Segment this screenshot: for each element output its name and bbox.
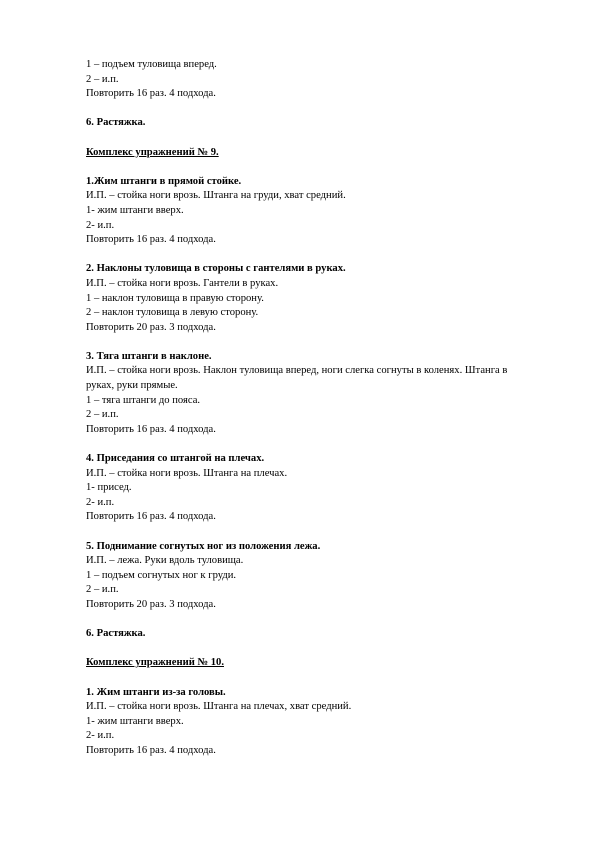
text-line: 2 – и.п.: [86, 73, 119, 85]
page-content: [86, 58, 536, 759]
exercise-title: 3. Тяга штанги в наклоне.: [86, 350, 212, 362]
text-paragraph: И.П. – стойка ноги врозь. Наклон туловища вперед, ноги слегка согнуты в коленях. Штанга в руках, руки прямые.: [86, 365, 508, 392]
exercise-title: 2. Наклоны туловища в стороны с гантелями в руках.: [86, 263, 346, 275]
complex-10-title: Комплекс упражнений № 10.: [86, 657, 224, 669]
complex-9-title: Комплекс упражнений № 9.: [86, 146, 219, 158]
exercise-title: 1.Жим штанги в прямой стойке.: [86, 175, 242, 187]
exercise-title: 5. Поднимание согнутых ног из положения лежа.: [86, 540, 321, 552]
section-heading-stretch: 6. Растяжка.: [86, 117, 146, 129]
text-line: 1 – тяга штанги до пояса.: [86, 394, 201, 406]
text-line: 2- и.п.: [86, 730, 115, 742]
text-line: 1 – наклон туловища в правую сторону.: [86, 292, 264, 304]
text-line: Повторить 16 раз. 4 подхода.: [86, 423, 216, 435]
text-line: 1 – подъем согнутых ног к груди.: [86, 569, 237, 581]
section-heading-stretch: 6. Растяжка.: [86, 628, 146, 640]
text-line: 2 – и.п.: [86, 409, 119, 421]
text-line: Повторить 16 раз. 4 подхода.: [86, 88, 216, 100]
text-line: 1- жим штанги вверх.: [86, 715, 184, 727]
text-line: 2- и.п.: [86, 496, 115, 508]
text-line: И.П. – стойка ноги врозь. Штанга на плечах, хват средний.: [86, 701, 352, 713]
text-line: 1- жим штанги вверх.: [86, 204, 184, 216]
text-line: Повторить 20 раз. 3 подхода.: [86, 321, 216, 333]
text-line: Повторить 16 раз. 4 подхода.: [86, 511, 216, 523]
text-line: И.П. – стойка ноги врозь. Штанга на плечах.: [86, 467, 288, 479]
text-line: И.П. – стойка ноги врозь. Штанга на груди, хват средний.: [86, 190, 346, 202]
exercise-title: 1. Жим штанги из-за головы.: [86, 686, 226, 698]
text-line: 2 – наклон туловища в левую сторону.: [86, 307, 259, 319]
text-line: 1 – подъем туловища вперед.: [86, 59, 217, 70]
text-line: 2- и.п.: [86, 219, 115, 231]
text-line: 2 – и.п.: [86, 584, 119, 596]
exercise-title: 4. Приседания со штангой на плечах.: [86, 453, 265, 465]
text-line: Повторить 16 раз. 4 подхода.: [86, 744, 216, 756]
text-line: Повторить 20 раз. 3 подхода.: [86, 598, 216, 610]
text-line: 1- присед.: [86, 482, 132, 494]
text-line: Повторить 16 раз. 4 подхода.: [86, 234, 216, 246]
text-line: И.П. – лежа. Руки вдоль туловища.: [86, 555, 244, 567]
text-line: И.П. – стойка ноги врозь. Гантели в руках.: [86, 277, 279, 289]
